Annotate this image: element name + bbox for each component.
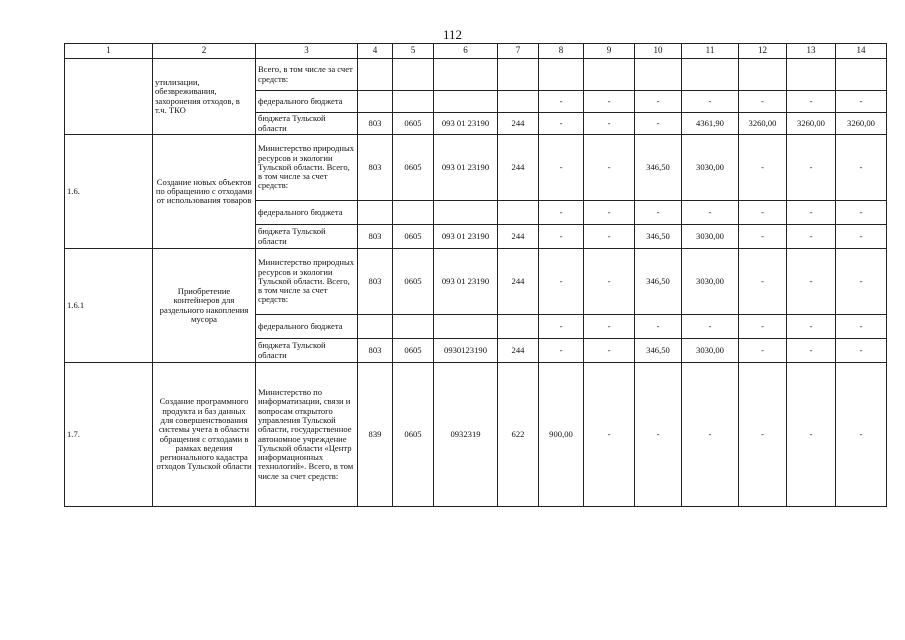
cell-c11 [682, 59, 739, 91]
cell-c11: - [682, 91, 739, 113]
cell-c14: - [836, 249, 887, 315]
cell-c10: - [635, 113, 682, 135]
funding-source: Министерство природных ресурсов и экологии Тульской области. Всего, в том числе за счет средств: [256, 249, 358, 315]
row-number-cell: 1.6.1 [65, 249, 153, 363]
cell-c14: - [836, 91, 887, 113]
cell-c4 [358, 315, 393, 339]
cell-c9: - [584, 363, 635, 507]
cell-c11: 3030,00 [682, 339, 739, 363]
cell-c8: - [539, 91, 584, 113]
page-number: 112 [442, 27, 463, 42]
table-row [65, 249, 887, 315]
cell-c12: - [739, 249, 787, 315]
cell-c13: - [787, 225, 836, 249]
header-cell: 7 [498, 44, 539, 59]
funding-source: федерального бюджета [256, 315, 358, 339]
cell-c4: 803 [358, 225, 393, 249]
header-row [65, 44, 887, 59]
cell-c13: - [787, 135, 836, 201]
cell-c6: 093 01 23190 [434, 113, 498, 135]
cell-c14: - [836, 135, 887, 201]
cell-c11: 3030,00 [682, 249, 739, 315]
cell-c14: - [836, 339, 887, 363]
cell-c6: 093 01 23190 [434, 249, 498, 315]
cell-c14: 3260,00 [836, 113, 887, 135]
cell-c5: 0605 [393, 339, 434, 363]
header-cell: 1 [65, 44, 153, 59]
funding-source: Всего, в том числе за счет средств: [256, 59, 358, 91]
header-cell: 9 [584, 44, 635, 59]
funding-source: бюджета Тульской области [256, 113, 358, 135]
cell-c9 [584, 59, 635, 91]
header-cell: 8 [539, 44, 584, 59]
cell-c9: - [584, 201, 635, 225]
cell-c8: 900,00 [539, 363, 584, 507]
cell-c10: - [635, 315, 682, 339]
activity-name: Создание программного продукта и баз данных для совершенствования системы учета в области обращения с отходами в рамках ведения регионального кадастра отходов Тульской области [153, 363, 256, 507]
activity-name: Приобретение контейнеров для раздельного накопления мусора [153, 249, 256, 363]
cell-c11: - [682, 201, 739, 225]
cell-c13: - [787, 363, 836, 507]
cell-c12 [739, 59, 787, 91]
cell-c10: - [635, 363, 682, 507]
cell-c7: 244 [498, 225, 539, 249]
cell-c7: 244 [498, 339, 539, 363]
cell-c11: - [682, 315, 739, 339]
cell-c6 [434, 91, 498, 113]
table-row [65, 135, 887, 201]
cell-c9: - [584, 225, 635, 249]
cell-c14 [836, 59, 887, 91]
header-cell: 14 [836, 44, 887, 59]
cell-c9: - [584, 113, 635, 135]
cell-c13: - [787, 201, 836, 225]
cell-c10: 346,50 [635, 225, 682, 249]
cell-c12: - [739, 315, 787, 339]
activity-name: утилизации, обезвреживания, захоронения отходов, в т.ч. ТКО [153, 59, 256, 135]
cell-c6: 0932319 [434, 363, 498, 507]
cell-c5 [393, 315, 434, 339]
cell-c10: 346,50 [635, 135, 682, 201]
header-cell: 5 [393, 44, 434, 59]
funding-source: бюджета Тульской области [256, 339, 358, 363]
cell-c11: - [682, 363, 739, 507]
cell-c5 [393, 201, 434, 225]
cell-c9: - [584, 249, 635, 315]
cell-c13: - [787, 249, 836, 315]
cell-c12: - [739, 91, 787, 113]
cell-c7: 244 [498, 135, 539, 201]
cell-c13: - [787, 91, 836, 113]
cell-c13: - [787, 315, 836, 339]
cell-c9: - [584, 91, 635, 113]
cell-c13: 3260,00 [787, 113, 836, 135]
row-number-cell: 1.6. [65, 135, 153, 249]
cell-c4: 803 [358, 113, 393, 135]
cell-c8: - [539, 249, 584, 315]
header-cell: 12 [739, 44, 787, 59]
cell-c14: - [836, 315, 887, 339]
cell-c5 [393, 59, 434, 91]
cell-c4: 803 [358, 249, 393, 315]
cell-c9: - [584, 315, 635, 339]
cell-c6 [434, 201, 498, 225]
cell-c5: 0605 [393, 135, 434, 201]
cell-c7 [498, 91, 539, 113]
cell-c7: 622 [498, 363, 539, 507]
row-number-cell: 1.7. [65, 363, 153, 507]
cell-c5: 0605 [393, 225, 434, 249]
cell-c10: - [635, 201, 682, 225]
cell-c4: 803 [358, 135, 393, 201]
funding-source: бюджета Тульской области [256, 225, 358, 249]
cell-c5: 0605 [393, 113, 434, 135]
cell-c10 [635, 59, 682, 91]
cell-c14: - [836, 363, 887, 507]
funding-source: Министерство природных ресурсов и экологии Тульской области. Всего, в том числе за счет средств: [256, 135, 358, 201]
cell-c11: 4361,90 [682, 113, 739, 135]
header-cell: 4 [358, 44, 393, 59]
cell-c7: 244 [498, 249, 539, 315]
activity-name: Создание новых объектов по обращению с отходами от использования товаров [153, 135, 256, 249]
cell-c13 [787, 59, 836, 91]
cell-c7: 244 [498, 113, 539, 135]
cell-c12: 3260,00 [739, 113, 787, 135]
cell-c8: - [539, 135, 584, 201]
cell-c12: - [739, 135, 787, 201]
row-number-cell [65, 59, 153, 135]
cell-c6 [434, 59, 498, 91]
cell-c4: 803 [358, 339, 393, 363]
cell-c12: - [739, 201, 787, 225]
cell-c5: 0605 [393, 363, 434, 507]
cell-c6: 093 01 23190 [434, 135, 498, 201]
cell-c7 [498, 201, 539, 225]
header-cell: 3 [256, 44, 358, 59]
funding-source: федерального бюджета [256, 201, 358, 225]
cell-c4 [358, 59, 393, 91]
cell-c9: - [584, 135, 635, 201]
cell-c6 [434, 315, 498, 339]
cell-c5 [393, 91, 434, 113]
cell-c4 [358, 91, 393, 113]
cell-c7 [498, 59, 539, 91]
cell-c9: - [584, 339, 635, 363]
cell-c8: - [539, 201, 584, 225]
cell-c8: - [539, 315, 584, 339]
cell-c6: 093 01 23190 [434, 225, 498, 249]
cell-c4: 839 [358, 363, 393, 507]
cell-c10: - [635, 91, 682, 113]
header-cell: 11 [682, 44, 739, 59]
table-row [65, 59, 887, 91]
cell-c8: - [539, 339, 584, 363]
cell-c5: 0605 [393, 249, 434, 315]
cell-c14: - [836, 225, 887, 249]
cell-c10: 346,50 [635, 339, 682, 363]
cell-c6: 0930123190 [434, 339, 498, 363]
cell-c12: - [739, 339, 787, 363]
cell-c4 [358, 201, 393, 225]
budget-table [64, 43, 887, 507]
cell-c8 [539, 59, 584, 91]
funding-source: Министерство по информатизации, связи и вопросам открытого управления Тульской области, государственное автономное учреждение Тульской области «Центр информационных технологий». Всего, в том числе за счет средств: [256, 363, 358, 507]
table-row [65, 363, 887, 507]
cell-c12: - [739, 363, 787, 507]
cell-c8: - [539, 113, 584, 135]
header-cell: 13 [787, 44, 836, 59]
cell-c7 [498, 315, 539, 339]
header-cell: 6 [434, 44, 498, 59]
funding-source: федерального бюджета [256, 91, 358, 113]
cell-c10: 346,50 [635, 249, 682, 315]
header-cell: 10 [635, 44, 682, 59]
cell-c11: 3030,00 [682, 225, 739, 249]
cell-c11: 3030,00 [682, 135, 739, 201]
cell-c8: - [539, 225, 584, 249]
cell-c12: - [739, 225, 787, 249]
cell-c14: - [836, 201, 887, 225]
cell-c13: - [787, 339, 836, 363]
header-cell: 2 [153, 44, 256, 59]
